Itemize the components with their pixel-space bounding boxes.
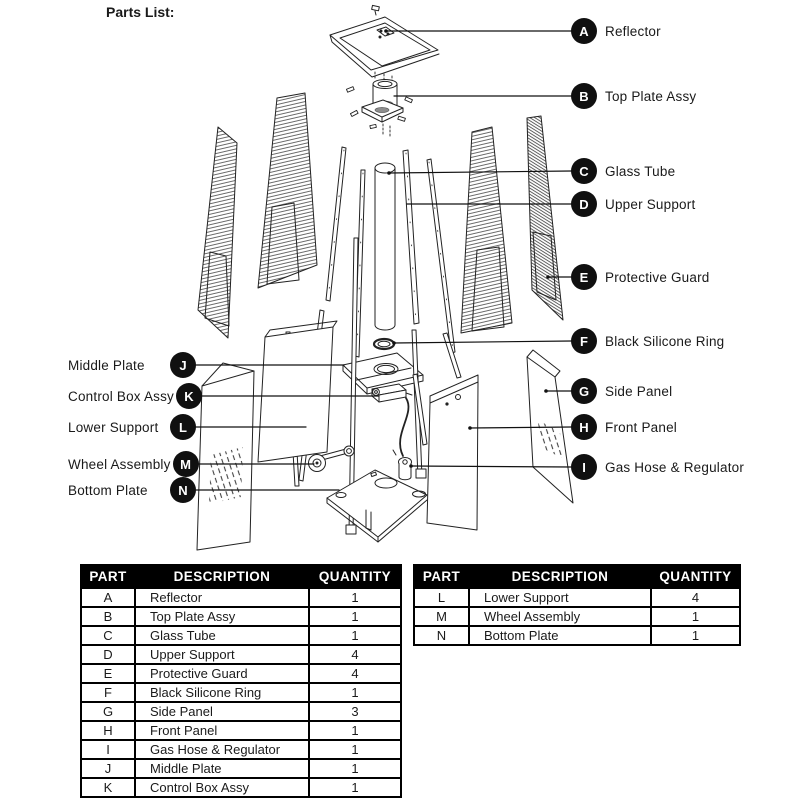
callout-badge-L: L bbox=[170, 414, 196, 440]
cell-quantity: 1 bbox=[651, 626, 740, 645]
callout-label: Black Silicone Ring bbox=[605, 333, 725, 349]
cell-quantity: 1 bbox=[309, 740, 401, 759]
cell-part: D bbox=[81, 645, 135, 664]
cell-part: M bbox=[414, 607, 469, 626]
callout-badge-M: M bbox=[173, 451, 199, 477]
cell-description: Gas Hose & Regulator bbox=[135, 740, 309, 759]
callout-label: Top Plate Assy bbox=[605, 88, 697, 104]
cell-part: N bbox=[414, 626, 469, 645]
table-row bbox=[414, 626, 740, 645]
callout-badge-B: B bbox=[571, 83, 597, 109]
callout-label: Reflector bbox=[605, 23, 661, 39]
cell-quantity: 1 bbox=[309, 721, 401, 740]
top-plate-assy-drawing bbox=[346, 80, 412, 139]
callout-badge-E: E bbox=[571, 264, 597, 290]
cell-part: B bbox=[81, 607, 135, 626]
callout-lower-support bbox=[68, 414, 196, 440]
cell-part: C bbox=[81, 626, 135, 645]
callout-label: Glass Tube bbox=[605, 163, 676, 179]
callout-upper-support bbox=[571, 191, 695, 217]
cell-part: A bbox=[81, 588, 135, 607]
glass-tube-drawing bbox=[375, 163, 395, 330]
cell-quantity: 1 bbox=[309, 588, 401, 607]
callout-top-plate-assy bbox=[571, 83, 696, 109]
header-description: DESCRIPTION bbox=[469, 565, 651, 588]
callout-label: Bottom Plate bbox=[68, 482, 148, 498]
table-header bbox=[81, 565, 401, 588]
callout-glass-tube bbox=[571, 158, 675, 184]
cell-part: F bbox=[81, 683, 135, 702]
black-silicone-ring-drawing bbox=[374, 339, 394, 349]
cell-part: H bbox=[81, 721, 135, 740]
page-title: Parts List: bbox=[106, 4, 175, 20]
header-quantity: QUANTITY bbox=[309, 565, 401, 588]
cell-description: Middle Plate bbox=[135, 759, 309, 778]
cell-description: Top Plate Assy bbox=[135, 607, 309, 626]
callout-badge-N: N bbox=[170, 477, 196, 503]
callout-bottom-plate bbox=[68, 477, 196, 503]
header-description: DESCRIPTION bbox=[135, 565, 309, 588]
callout-label: Gas Hose & Regulator bbox=[605, 459, 745, 475]
callout-reflector bbox=[571, 18, 661, 44]
callout-badge-F: F bbox=[571, 328, 597, 354]
callout-black-silicone-ring bbox=[571, 328, 724, 354]
cell-quantity: 1 bbox=[309, 607, 401, 626]
cell-description: Wheel Assembly bbox=[469, 607, 651, 626]
cell-quantity: 3 bbox=[309, 702, 401, 721]
cell-description: Control Box Assy bbox=[135, 778, 309, 797]
table-header-row bbox=[81, 565, 401, 588]
cell-part: I bbox=[81, 740, 135, 759]
cell-part: J bbox=[81, 759, 135, 778]
table-row bbox=[81, 683, 401, 702]
cell-description: Front Panel bbox=[135, 721, 309, 740]
cell-quantity: 4 bbox=[651, 588, 740, 607]
callout-label: Wheel Assembly bbox=[68, 456, 171, 472]
callout-protective-guard bbox=[571, 264, 710, 290]
callout-label: Upper Support bbox=[605, 196, 696, 212]
cell-description: Reflector bbox=[135, 588, 309, 607]
header-part: PART bbox=[81, 565, 135, 588]
reflector-drawing bbox=[330, 5, 439, 83]
table-header-row bbox=[414, 565, 740, 588]
parts-table-a-k bbox=[80, 564, 402, 798]
table-row bbox=[414, 607, 740, 626]
cell-part: K bbox=[81, 778, 135, 797]
callout-label: Protective Guard bbox=[605, 269, 710, 285]
callout-badge-D: D bbox=[571, 191, 597, 217]
cell-quantity: 4 bbox=[309, 645, 401, 664]
callout-front-panel bbox=[571, 414, 677, 440]
cell-part: G bbox=[81, 702, 135, 721]
table-header bbox=[414, 565, 740, 588]
callout-middle-plate bbox=[68, 352, 196, 378]
cell-description: Glass Tube bbox=[135, 626, 309, 645]
cell-quantity: 1 bbox=[309, 683, 401, 702]
callout-badge-A: A bbox=[571, 18, 597, 44]
gas-hose-regulator-drawing bbox=[393, 398, 412, 480]
table-row bbox=[81, 626, 401, 645]
table-row bbox=[81, 702, 401, 721]
cell-description: Side Panel bbox=[135, 702, 309, 721]
cell-quantity: 1 bbox=[309, 759, 401, 778]
cell-description: Lower Support bbox=[469, 588, 651, 607]
table-row bbox=[81, 759, 401, 778]
cell-description: Bottom Plate bbox=[469, 626, 651, 645]
callout-badge-I: I bbox=[571, 454, 597, 480]
table-row bbox=[81, 721, 401, 740]
callout-badge-K: K bbox=[176, 383, 202, 409]
bottom-plate-drawing bbox=[327, 470, 427, 542]
header-part: PART bbox=[414, 565, 469, 588]
callout-label: Middle Plate bbox=[68, 357, 145, 373]
table-row bbox=[81, 778, 401, 797]
table-row bbox=[414, 588, 740, 607]
table-row bbox=[81, 588, 401, 607]
cell-description: Upper Support bbox=[135, 645, 309, 664]
cell-part: E bbox=[81, 664, 135, 683]
callout-control-box-assy bbox=[68, 383, 196, 409]
callout-label: Side Panel bbox=[605, 383, 673, 399]
callout-label: Control Box Assy bbox=[68, 388, 174, 404]
header-quantity: QUANTITY bbox=[651, 565, 740, 588]
cell-quantity: 1 bbox=[651, 607, 740, 626]
callout-gas-hose-regulator bbox=[571, 454, 744, 480]
table-row bbox=[81, 645, 401, 664]
cell-quantity: 1 bbox=[309, 626, 401, 645]
callout-badge-G: G bbox=[571, 378, 597, 404]
cell-quantity: 4 bbox=[309, 664, 401, 683]
callout-label: Front Panel bbox=[605, 419, 677, 435]
table-row bbox=[81, 607, 401, 626]
parts-table-l-n bbox=[413, 564, 741, 646]
table-row bbox=[81, 740, 401, 759]
cell-description: Black Silicone Ring bbox=[135, 683, 309, 702]
callout-badge-J: J bbox=[170, 352, 196, 378]
callout-wheel-assembly bbox=[68, 451, 196, 477]
cell-quantity: 1 bbox=[309, 778, 401, 797]
callout-badge-C: C bbox=[571, 158, 597, 184]
cell-description: Protective Guard bbox=[135, 664, 309, 683]
callout-badge-H: H bbox=[571, 414, 597, 440]
cell-part: L bbox=[414, 588, 469, 607]
callout-label: Lower Support bbox=[68, 419, 159, 435]
table-row bbox=[81, 664, 401, 683]
callout-side-panel bbox=[571, 378, 672, 404]
front-panel-drawing bbox=[427, 375, 478, 530]
